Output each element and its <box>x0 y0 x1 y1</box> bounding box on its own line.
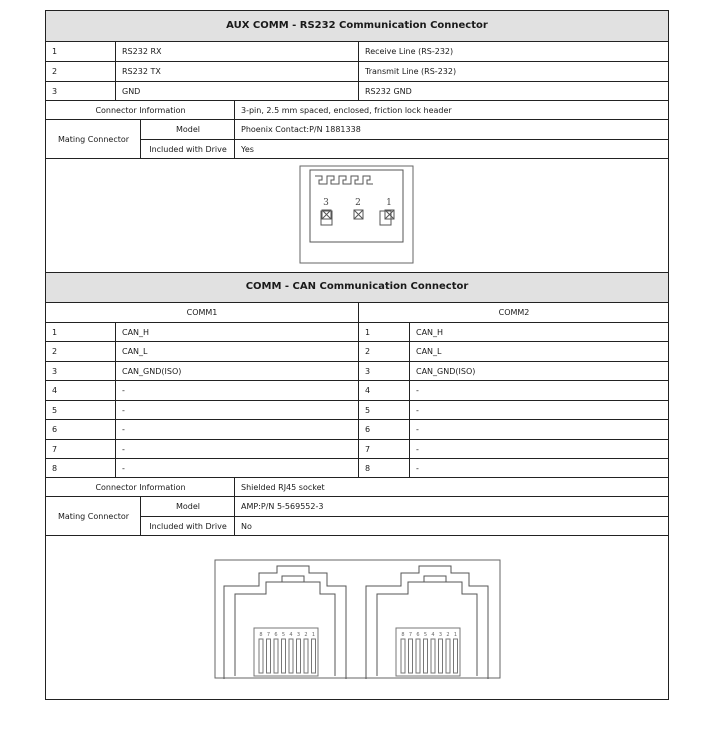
rj45-pin-label: 5 <box>281 632 286 638</box>
rj45-pin-label: 7 <box>408 632 413 638</box>
table-row <box>46 42 668 62</box>
connector-info-row <box>46 101 668 120</box>
svg-text:3: 3 <box>323 198 329 208</box>
comm1-pin-number: 5 <box>52 405 58 415</box>
comm1-pin-number: 3 <box>52 366 58 376</box>
aux-section-header <box>46 11 668 42</box>
rj45-pin-label: 2 <box>446 632 450 638</box>
comm1-pin-number: 1 <box>52 327 58 337</box>
rj45-contact <box>274 639 278 673</box>
rj45-pin-label: 1 <box>311 632 316 638</box>
rj45-contact <box>446 639 450 673</box>
rj45-pin-label: 7 <box>266 632 271 638</box>
rj45-pin-label: 3 <box>438 632 443 638</box>
comm2-pin-signal: CAN_GND(ISO) <box>416 366 476 376</box>
table-row <box>46 401 668 420</box>
comm2-pin-signal: CAN_L <box>416 347 442 356</box>
comm1-pin-signal: CAN_H <box>122 327 150 337</box>
comm2-pin-number: 2 <box>365 347 371 356</box>
comm1-pin-number: 2 <box>52 347 58 356</box>
comm2-pin-signal: - <box>416 463 419 473</box>
comm2-pin-number: 5 <box>365 405 371 415</box>
rj45-contact <box>431 639 435 673</box>
pin-description: Receive Line (RS-232) <box>365 47 454 56</box>
svg-text:1: 1 <box>386 198 392 208</box>
table-row <box>46 82 668 101</box>
table-row <box>46 420 668 440</box>
comm-header-row <box>46 303 668 323</box>
comm2-pin-number: 3 <box>365 366 371 376</box>
mating-connector-label: Mating Connector <box>57 511 130 521</box>
comm2-pin-number: 1 <box>365 327 371 337</box>
comm1-pin-signal: - <box>122 425 125 434</box>
rj45-contact <box>416 639 420 673</box>
comm2-pin-number: 8 <box>365 463 371 473</box>
rj45-pin-label: 4 <box>289 632 293 638</box>
comm2-pin-signal: - <box>416 444 419 454</box>
can-title: COMM - CAN Communication Connector <box>245 281 469 292</box>
pin-3 <box>322 198 331 219</box>
comm1-pin-signal: - <box>122 444 125 454</box>
rj45-contact <box>267 639 271 673</box>
comm1-pin-signal: - <box>122 405 125 415</box>
model-label: Model <box>175 502 201 511</box>
mating-connector-row <box>46 120 668 159</box>
comm1-pin-number: 8 <box>52 463 58 473</box>
connector-info-value: 3-pin, 2.5 mm spaced, enclosed, friction lock header <box>241 105 452 115</box>
rj45-pin-label: 1 <box>453 632 458 638</box>
pin-signal: RS232 RX <box>122 47 162 56</box>
rj45-socket-comm2 <box>366 566 488 679</box>
comm1-pin-number: 6 <box>52 425 58 434</box>
rj45-contact <box>289 639 293 673</box>
comm2-pin-number: 6 <box>365 425 371 434</box>
rj45-contact <box>259 639 263 673</box>
table-row <box>46 323 668 342</box>
table-row <box>46 62 668 82</box>
included-value: No <box>241 521 252 531</box>
svg-text:2: 2 <box>355 198 361 208</box>
can-section-header <box>46 273 668 303</box>
aux-title: AUX COMM - RS232 Communication Connector <box>226 20 488 31</box>
comm1-pin-number: 7 <box>52 444 58 454</box>
pin-description: Transmit Line (RS-232) <box>365 67 457 76</box>
rj45-pin-label: 5 <box>423 632 428 638</box>
rj45-contact <box>282 639 286 673</box>
connector-table <box>45 10 669 700</box>
comm1-pin-signal: CAN_L <box>122 347 148 356</box>
included-label: Included with Drive <box>149 521 227 531</box>
table-row <box>46 440 668 459</box>
comm2-pin-signal: - <box>416 386 419 395</box>
three-pin-header-diagram <box>46 159 668 272</box>
rj45-contact <box>424 639 428 673</box>
comm2-pin-number: 4 <box>365 386 371 395</box>
table-row <box>46 342 668 362</box>
comm2-pin-signal: CAN_H <box>416 327 444 337</box>
model-value: Phoenix Contact:P/N 1881338 <box>241 125 361 134</box>
comm1-pin-signal: - <box>122 386 125 395</box>
comm1-pin-signal: CAN_GND(ISO) <box>122 366 182 376</box>
rj45-pin-label: 3 <box>296 632 301 638</box>
included-value: Yes <box>241 144 254 154</box>
rj45-contact <box>454 639 458 673</box>
rj45-contact <box>409 639 413 673</box>
rj45-contact <box>312 639 316 673</box>
comm1-pin-signal: - <box>122 463 125 473</box>
rj45-pin-label: 8 <box>259 632 263 638</box>
rj45-pin-label: 8 <box>401 632 405 638</box>
table-row <box>46 362 668 381</box>
included-label: Included with Drive <box>149 144 227 154</box>
connector-info-value: Shielded RJ45 socket <box>241 482 325 492</box>
comm1-header: COMM1 <box>186 308 218 317</box>
comm1-pin-number: 4 <box>52 386 58 395</box>
pin-number: 3 <box>52 86 58 96</box>
dual-rj45-diagram <box>46 536 668 699</box>
rj45-contact <box>304 639 308 673</box>
pin-number: 1 <box>52 47 58 56</box>
rj45-contact <box>439 639 443 673</box>
rj45-pin-label: 2 <box>304 632 308 638</box>
comm2-pin-number: 7 <box>365 444 371 454</box>
pin-description: RS232 GND <box>365 86 412 96</box>
rj45-diagram-area <box>46 536 668 700</box>
rj45-pin-label: 6 <box>274 632 278 638</box>
pin-2 <box>354 198 363 219</box>
rj45-socket-comm1 <box>224 566 346 679</box>
rj45-pin-label: 6 <box>416 632 420 638</box>
pin-number: 2 <box>52 67 58 76</box>
table-row <box>46 459 668 478</box>
connector-info-label: Connector Information <box>95 482 186 492</box>
model-label: Model <box>175 125 201 134</box>
table-row <box>46 381 668 401</box>
comm2-pin-signal: - <box>416 425 419 434</box>
aux-diagram-row <box>46 159 668 273</box>
connector-info-label: Connector Information <box>95 105 186 115</box>
rj45-contact <box>297 639 301 673</box>
pin-signal: RS232 TX <box>122 67 161 76</box>
mating-connector-label: Mating Connector <box>57 134 130 144</box>
connector-info-row <box>46 478 668 497</box>
rj45-contact <box>401 639 405 673</box>
rj45-pin-label: 4 <box>431 632 435 638</box>
comm2-pin-signal: - <box>416 405 419 415</box>
mating-connector-row <box>46 497 668 536</box>
pin-1 <box>385 198 394 219</box>
model-value: AMP:P/N 5-569552-3 <box>241 502 324 511</box>
comm2-header: COMM2 <box>498 308 530 317</box>
pin-signal: GND <box>122 86 141 96</box>
